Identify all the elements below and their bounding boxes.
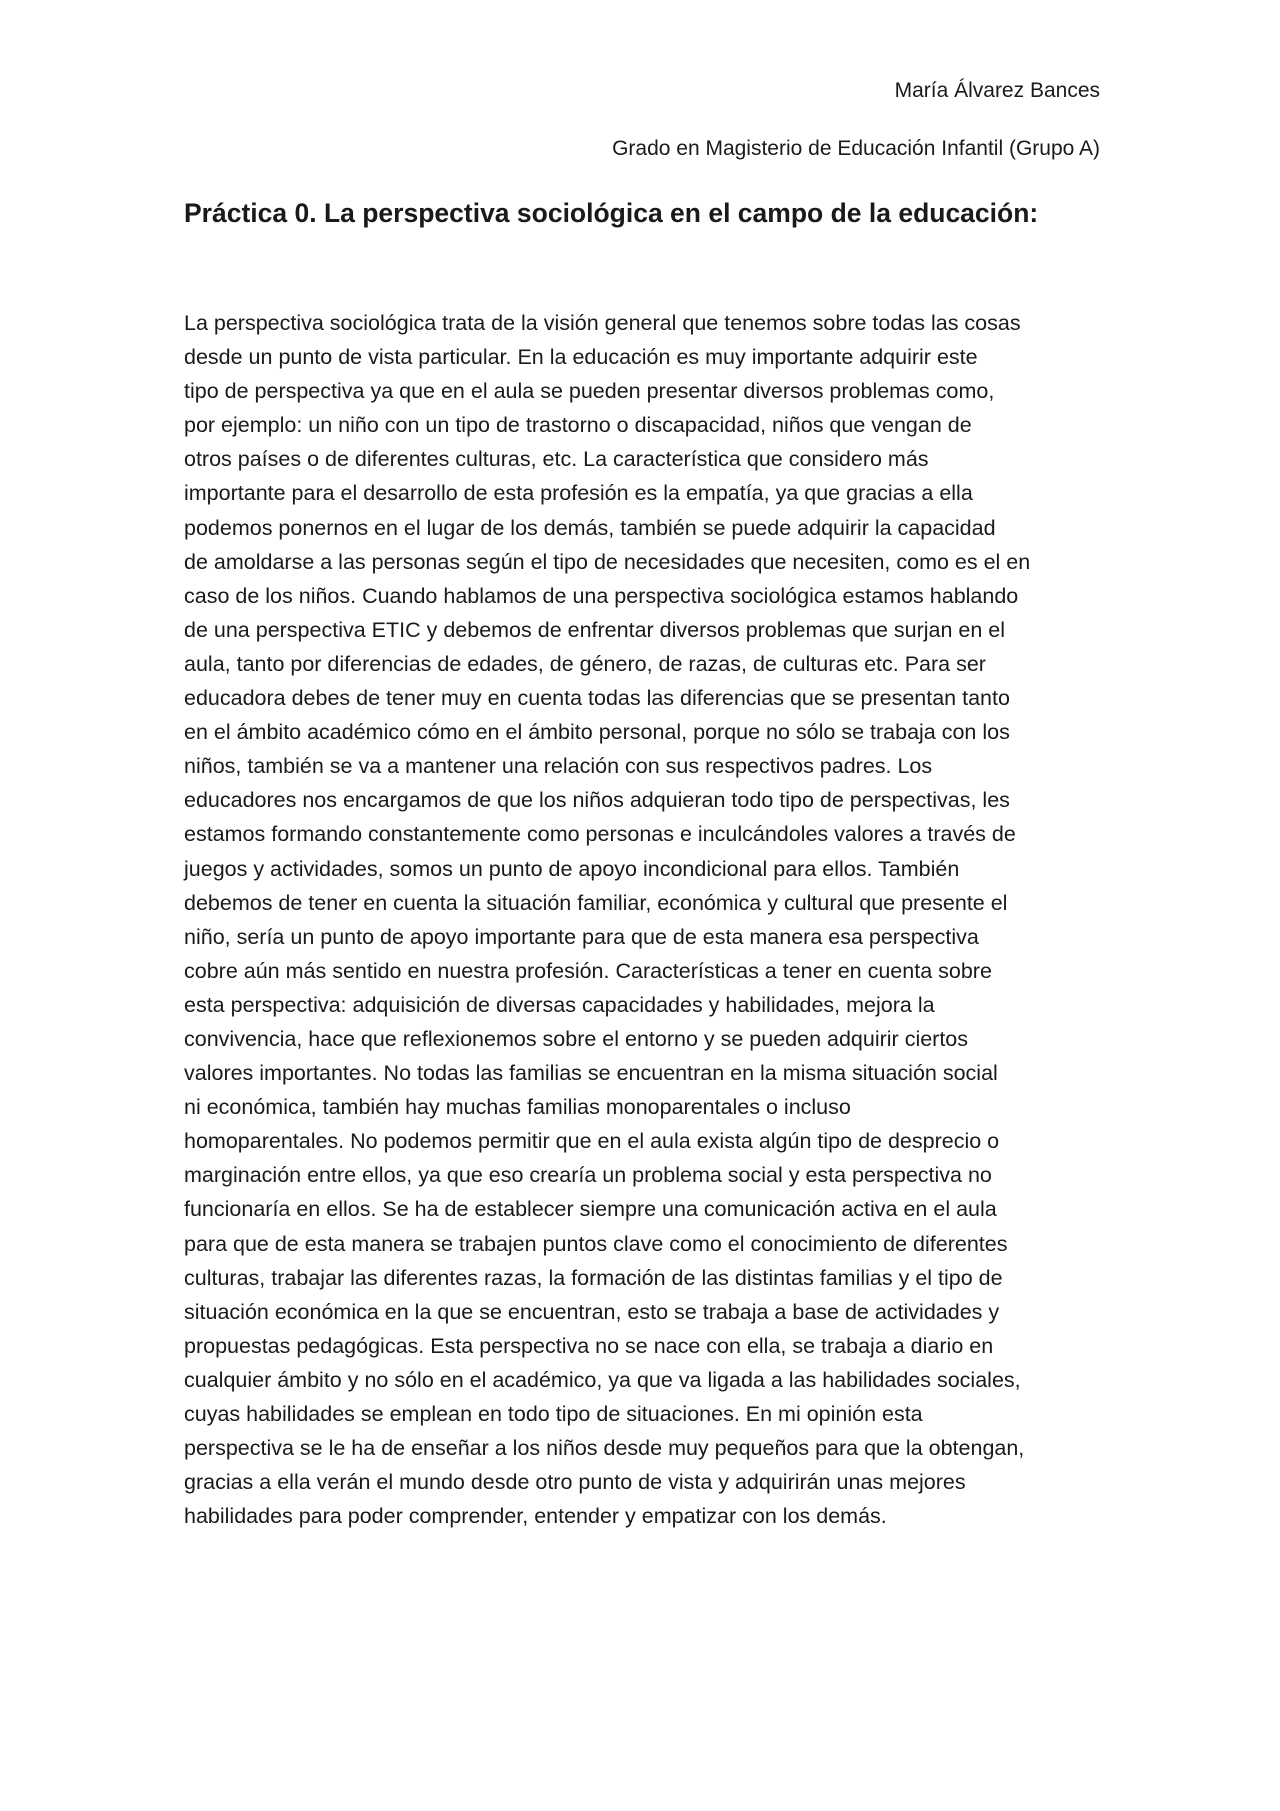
body-line: esta perspectiva: adquisición de diversas capacidades y habilidades, mejora la <box>184 992 935 1017</box>
body-line: aula, tanto por diferencias de edades, de género, de razas, de culturas etc. Para ser <box>184 651 986 676</box>
body-line: La perspectiva sociológica trata de la visión general que tenemos sobre todas las cosas <box>184 311 1021 335</box>
body-line: para que de esta manera se trabajen puntos clave como el conocimiento de diferentes <box>184 1231 1008 1256</box>
body-line: perspectiva se le ha de enseñar a los niños desde muy pequeños para que la obtengan, <box>184 1436 1025 1461</box>
body-line: gracias a ella verán el mundo desde otro punto de vista y adquirirán unas mejores <box>184 1470 966 1495</box>
body-line: valores importantes. No todas las familias se encuentran en la misma situación social <box>184 1061 998 1086</box>
body-line: desde un punto de vista particular. En la educación es muy importante adquirir este <box>184 345 978 370</box>
body-line: propuestas pedagógicas. Esta perspectiva no se nace con ella, se trabaja a diario en <box>184 1333 994 1358</box>
body-line: podemos ponernos en el lugar de los demás, también se puede adquirir la capacidad <box>184 515 996 540</box>
body-line: habilidades para poder comprender, entender y empatizar con los demás. <box>184 1504 887 1529</box>
body-line: juegos y actividades, somos un punto de apoyo incondicional para ellos. También <box>184 856 960 881</box>
body-line: de amoldarse a las personas según el tipo de necesidades que necesiten, como es el en <box>184 549 1031 574</box>
author-name: María Álvarez Bances <box>894 79 1100 102</box>
body-line: tipo de perspectiva ya que en el aula se pueden presentar diversos problemas como, <box>184 379 995 404</box>
body-line: educadora debes de tener muy en cuenta todas las diferencias que se presentan tanto <box>184 686 1010 711</box>
degree-program: Grado en Magisterio de Educación Infantil (Grupo A) <box>612 137 1100 160</box>
body-line: cuyas habilidades se emplean en todo tipo de situaciones. En mi opinión esta <box>184 1402 923 1426</box>
body-line: niños, también se va a mantener una relación con sus respectivos padres. Los <box>184 754 933 779</box>
body-line: niño, sería un punto de apoyo importante para que de esta manera esa perspectiva <box>184 924 979 949</box>
body-line: ni económica, también hay muchas familias monoparentales o incluso <box>184 1095 851 1120</box>
body-line: importante para el desarrollo de esta profesión es la empatía, ya que gracias a ella <box>184 481 973 506</box>
body-paragraph <box>184 306 1100 1533</box>
body-line: debemos de tener en cuenta la situación familiar, económica y cultural que presente el <box>184 890 1008 915</box>
body-line: en el ámbito académico cómo en el ámbito personal, porque no sólo se trabaja con los <box>184 720 1010 745</box>
body-line: educadores nos encargamos de que los niños adquieran todo tipo de perspectivas, les <box>184 788 1010 813</box>
body-line: convivencia, hace que reflexionemos sobre el entorno y se pueden adquirir ciertos <box>184 1026 969 1051</box>
body-line: por ejemplo: un niño con un tipo de trastorno o discapacidad, niños que vengan de <box>184 413 972 438</box>
body-line: situación económica en la que se encuentran, esto se trabaja a base de actividades y <box>184 1299 1000 1324</box>
body-line: marginación entre ellos, ya que eso crearía un problema social y esta perspectiva no <box>184 1163 992 1188</box>
body-line: cualquier ámbito y no sólo en el académico, ya que va ligada a las habilidades sociales, <box>184 1367 1021 1392</box>
body-line: cobre aún más sentido en nuestra profesión. Características a tener en cuenta sobre <box>184 958 992 983</box>
body-line: homoparentales. No podemos permitir que en el aula exista algún tipo de desprecio o <box>184 1129 1000 1154</box>
body-line: de una perspectiva ETIC y debemos de enfrentar diversos problemas que surjan en el <box>184 617 1006 642</box>
body-line: estamos formando constantemente como personas e inculcándoles valores a través de <box>184 822 1016 847</box>
body-line: culturas, trabajar las diferentes razas, la formación de las distintas familias y el tipo de <box>184 1265 1003 1290</box>
body-line: caso de los niños. Cuando hablamos de una perspectiva sociológica estamos hablando <box>184 583 1019 608</box>
body-line: funcionaría en ellos. Se ha de establecer siempre una comunicación activa en el aula <box>184 1197 997 1222</box>
body-line: otros países o de diferentes culturas, etc. La característica que considero más <box>184 447 929 472</box>
document-title: Práctica 0. La perspectiva sociológica en el campo de la educación: <box>184 198 1039 228</box>
